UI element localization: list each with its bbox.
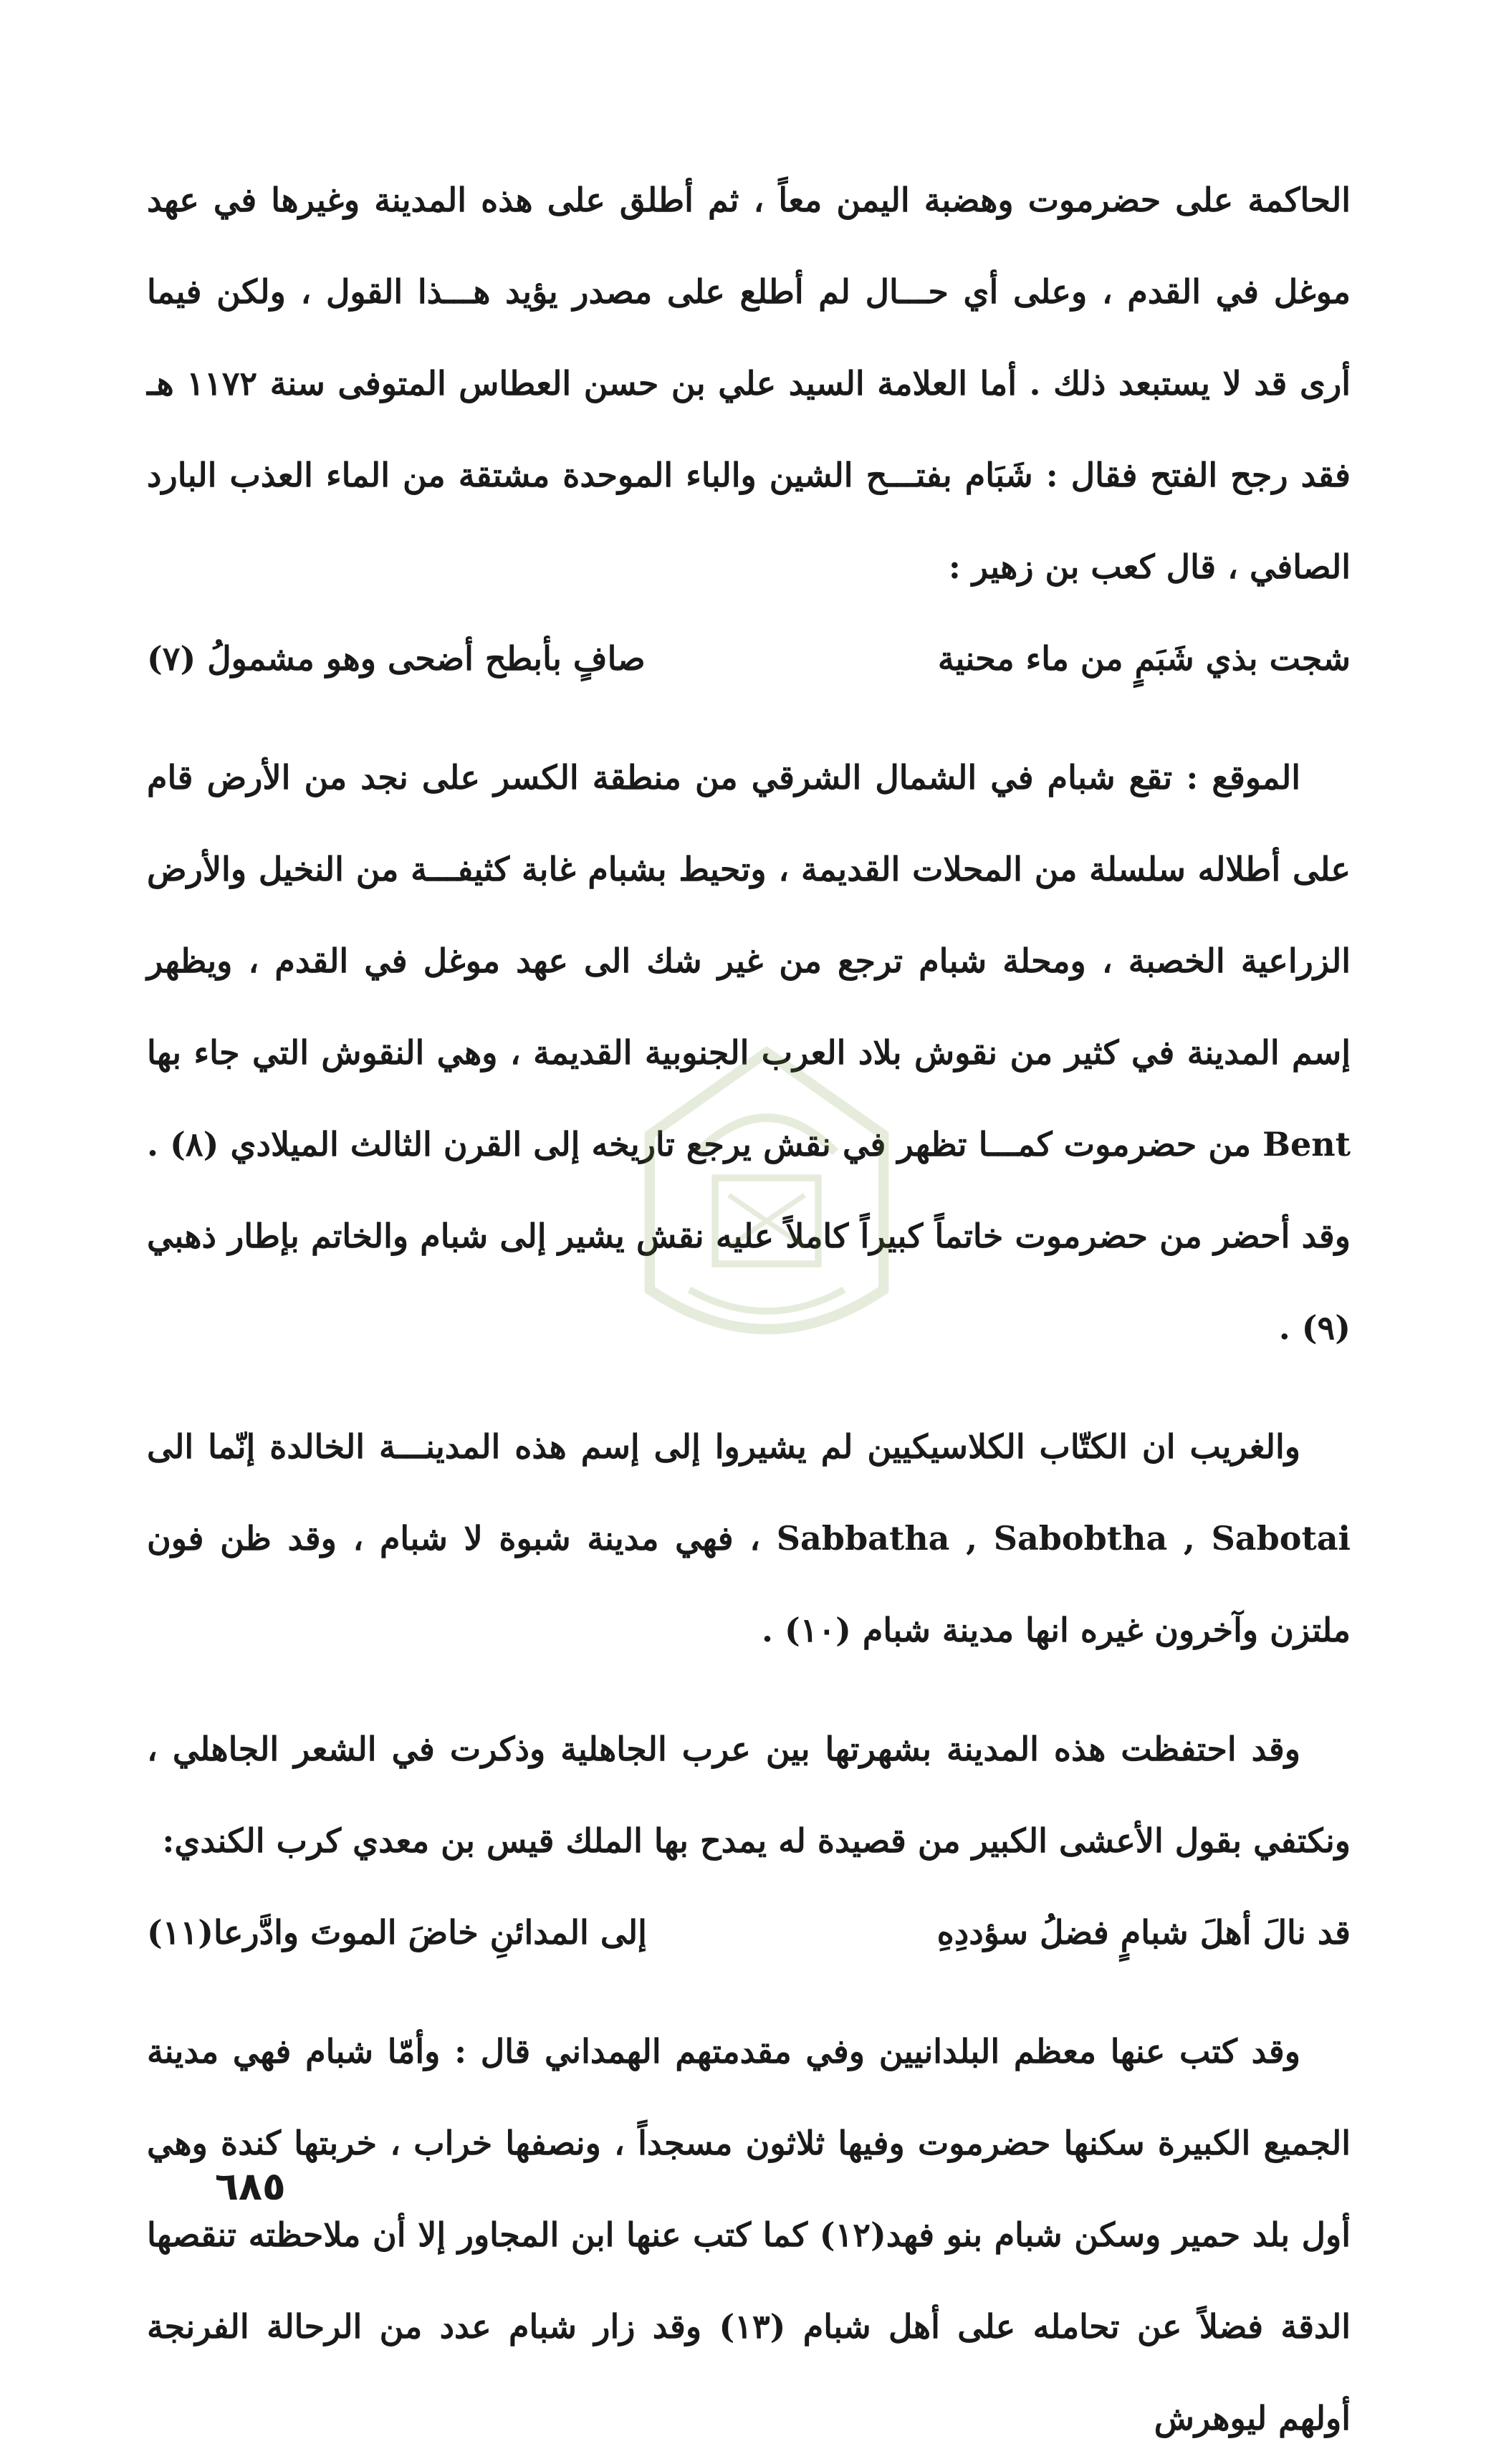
verse-second-hemistich: صافٍ بأبطح أضحى وهو مشمولُ (٧) xyxy=(147,639,646,678)
paragraph-intro: الحاكمة على حضرموت وهضبة اليمن معاً ، ثم أطلق على هذه المدينة وغيرها في عهد موغل في القدم ، وعلى أي حـــال لم أطلع على مصدر يؤيد هـــذا القول ، ولكن فيما أرى قد لا يستبعد ذلك . أما العلامة السيد علي بن حسن العطاس المتوفى سنة ١١٧٢ هـ فقد رجح الفتح فقال : شَبَام بفتـــح الشين والباء الموحدة مشتقة من الماء العذب البارد الصافي ، قال كعب بن زهير : xyxy=(147,181,1351,586)
verse-first-hemistich: شجت بذي شَبَمٍ من ماء محنية xyxy=(937,639,1351,678)
page-number: ٦٨٥ xyxy=(215,2164,286,2209)
paragraph-geographers: وقد كتب عنها معظم البلدانيين وفي مقدمتهم الهمداني قال : وأمّا شبام فهي مدينة الجميع الكبيرة سكنها حضرموت وفيها ثلاثون مسجداً ، ونصفها خراب ، خربتها كندة وهي أول بلد حمير وسكن شبام بنو فهد(١٢) كما كتب عنها ابن المجاور إلا أن ملاحظته تنقصها الدقة فضلاً عن تحامله على أهل شبام (١٣) وقد زار شبام عدد من الرحالة الفرنجة أولهم ليوهرش xyxy=(147,2032,1351,2437)
paragraph-jahiliya-poetry: وقد احتفظت هذه المدينة بشهرتها بين عرب الجاهلية وذكرت في الشعر الجاهلي ، ونكتفي بقول الأعشى الكبير من قصيدة له يمدح بها الملك قيس بن معدي كرب الكندي: xyxy=(147,1730,1351,1860)
paragraph-classical-writers: والغريب ان الكتّاب الكلاسيكيين لم يشيروا إلى إسم هذه المدينـــة الخالدة إنّما الى Sabbatha , Sabobtha , Sabotai ، فهي مدينة شبوة لا شبام ، وقد ظن فون ملتزن وآخرون غيره انها مدينة شبام (١٠) . xyxy=(147,1427,1351,1649)
poetry-verse-kaab xyxy=(147,613,1351,704)
page-body xyxy=(147,154,1351,2464)
paragraph-location: الموقع : تقع شبام في الشمال الشرقي من منطقة الكسر على نجد من الأرض قام على أطلاله سلسلة من المحلات القديمة ، وتحيط بشبام غابة كثيفـــة من النخيل والأرض الزراعية الخصبة ، ومحلة شبام ترجع من غير شك الى عهد موغل في القدم ، ويظهر إسم المدينة في كثير من نقوش بلاد العرب الجنوبية القديمة ، وهي النقوش التي جاء بها Bent من حضرموت كمـــا تظهر في نقش يرجع تاريخه إلى القرن الثالث الميلادي (٨) . وقد أحضر من حضرموت خاتماً كبيراً كاملاً عليه نقش يشير إلى شبام والخاتم بإطار ذهبي (٩) . xyxy=(147,758,1351,1347)
verse-first-hemistich: قد نالَ أهلَ شبامٍ فضلُ سؤددِهِ xyxy=(936,1913,1351,1952)
poetry-verse-aasha xyxy=(147,1887,1351,1978)
verse-second-hemistich: إلى المدائنِ خاضَ الموتَ وادَّرعا(١١) xyxy=(147,1913,647,1952)
